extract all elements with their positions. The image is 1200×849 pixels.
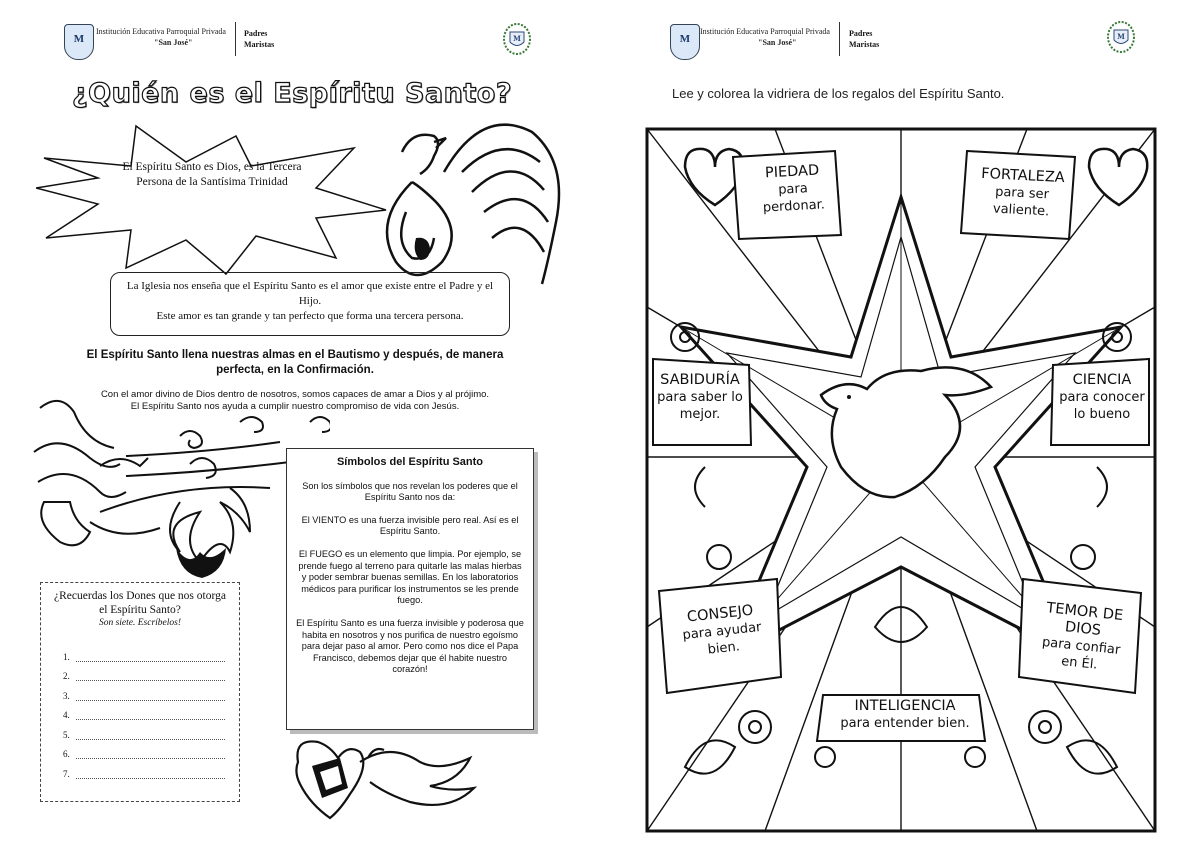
- school-name: Institución Educativa Parroquial Privada "San José": [96, 27, 226, 47]
- gift-piedad: PIEDAD para perdonar.: [762, 162, 826, 216]
- dove-flame-illustration: [372, 112, 572, 288]
- star-text: El Espíritu Santo es Dios, es la Tercera Persona de la Santísima Trinidad: [122, 161, 302, 188]
- simbolos-viento: El VIENTO es una fuerza invisible pero real. Así es el Espíritu Santo.: [301, 514, 519, 537]
- dones-box: [40, 582, 240, 802]
- school-crest-logo: M: [670, 24, 700, 60]
- gift-temor-de-dios: TEMOR DE DIOS para confiar en Él.: [1041, 600, 1124, 673]
- school-crest-logo: M: [64, 24, 94, 60]
- bautismo-paragraph: El Espíritu Santo llena nuestras almas en el Bautismo y después, de manera perfecta, en la Confirmación.: [86, 349, 504, 376]
- amor-paragraph: Con el amor divino de Dios dentro de nosotros, somos capaces de amar a Dios y al prójimo. El Espíritu Santo nos ayuda a cumplir nuestro compromiso de vida con Jesús.: [100, 389, 490, 412]
- dones-line-4[interactable]: 4.: [63, 701, 225, 721]
- simbolos-title: Símbolos del Espíritu Santo: [336, 456, 484, 468]
- simbolos-fuerza: El Espíritu Santo es una fuerza invisible y poderosa que habita en nosotros y nos purifica de nuestro egoísmo para dejar paso al amor. Pero como nos dice el Papa Francisco, debemos dejar que él habite nuestro corazón!: [296, 617, 524, 675]
- gift-consejo: CONSEJO para ayudar bien.: [681, 602, 763, 658]
- dove-heart-illustration: [290, 732, 480, 824]
- marist-seal-logo: [1106, 20, 1136, 54]
- dones-line-1[interactable]: 1.: [63, 642, 225, 662]
- simbolos-intro: Son los símbolos que nos revelan los poderes que el Espíritu Santo nos da:: [302, 480, 518, 503]
- coloring-instruction: Lee y colorea la vidriera de los regalos del Espíritu Santo.: [672, 86, 1005, 101]
- gift-sabiduria: SABIDURÍA para saber lo mejor.: [657, 372, 743, 422]
- header-divider: [235, 22, 236, 56]
- gift-fortaleza: FORTALEZA para ser valiente.: [980, 165, 1066, 220]
- gift-inteligencia: INTELIGENCIA para entender bien.: [840, 698, 970, 731]
- gift-ciencia: CIENCIA para conocer lo bueno: [1059, 372, 1145, 422]
- simbolos-fuego: El FUEGO es un elemento que limpia. Por ejemplo, se prende fuego al terreno para quitarle las malas hierbas y poder sembrar buenas semillas. En los laboratorios médicos para purificar los instrumentos se les prende fuego.: [298, 548, 522, 606]
- dones-line-3[interactable]: 3.: [63, 681, 225, 701]
- dones-line-6[interactable]: 6.: [63, 740, 225, 760]
- dones-line-7[interactable]: 7.: [63, 759, 225, 779]
- header-divider: [839, 22, 840, 56]
- marist-seal-logo: [502, 22, 532, 56]
- dones-line-5[interactable]: 5.: [63, 720, 225, 740]
- simbolos-box: [286, 448, 534, 730]
- svg-text:M: M: [513, 34, 521, 43]
- padres-maristas-label: Padres Maristas: [849, 29, 880, 49]
- dones-line-2[interactable]: 2.: [63, 662, 225, 682]
- school-name: Institución Educativa Parroquial Privada "San José": [700, 27, 830, 47]
- svg-text:M: M: [1117, 32, 1125, 41]
- dones-question: ¿Recuerdas los Dones que nos otorga el Espíritu Santo?: [54, 590, 226, 616]
- starburst-shape: [36, 118, 396, 278]
- iglesia-text-box: La Iglesia nos enseña que el Espíritu Santo es el amor que existe entre el Padre y el Hijo. Este amor es tan grande y tan perfecto que forma una tercera persona.: [110, 272, 510, 336]
- dones-subtitle: Son siete. Escríbelos!: [98, 618, 182, 628]
- wind-fire-dove-illustration: [30, 392, 330, 584]
- dones-answer-lines: [49, 642, 231, 779]
- padres-maristas-label: Padres Maristas: [244, 29, 275, 49]
- page-title: ¿Quién es el Espíritu Santo?: [72, 78, 512, 109]
